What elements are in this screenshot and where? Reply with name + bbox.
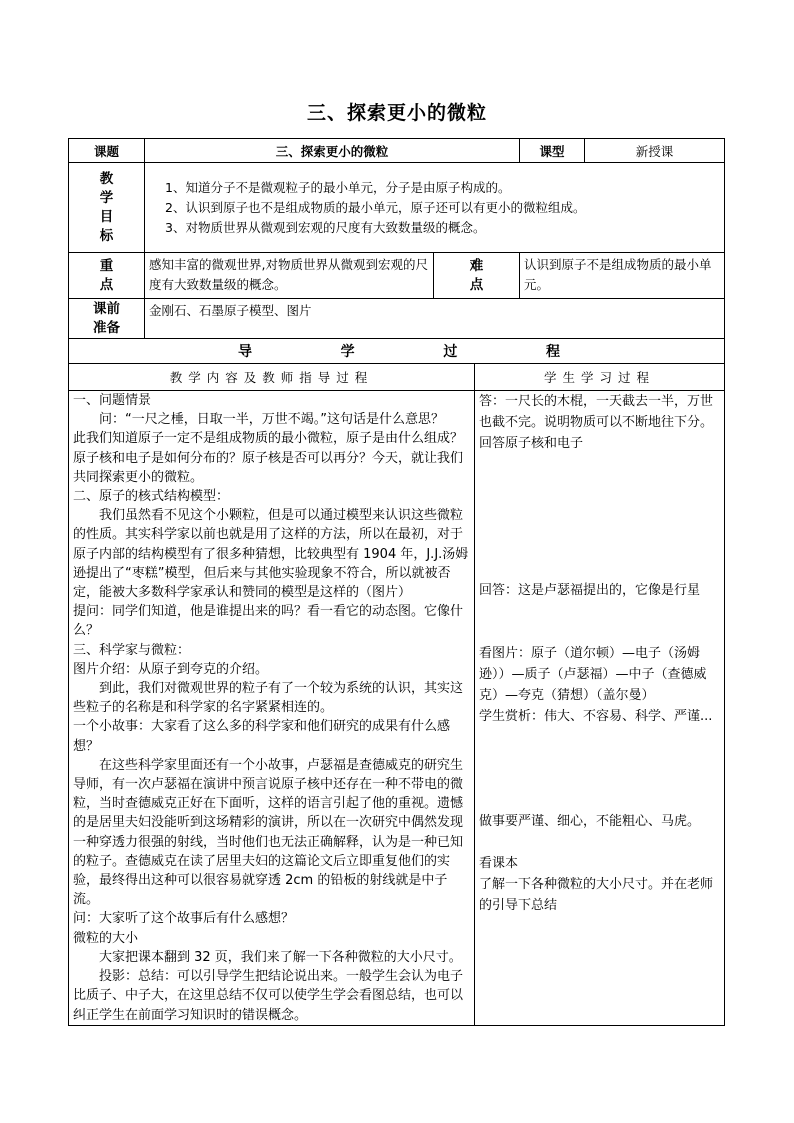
type-value: 新授课 (585, 139, 725, 163)
difficulty-label: 难 点 (434, 253, 520, 299)
paragraph: 问：大家听了这个故事后有什么感想？ (73, 911, 295, 927)
student-answer: 回答：这是卢瑟福提出的，它像是行星 (479, 583, 701, 598)
goals-list (145, 163, 725, 253)
topic-value: 三、探索更小的微粒 (145, 139, 520, 163)
paragraph: 大家把课本翻到 32 页，我们来了解一下各种微粒的大小尺寸。 (99, 949, 462, 965)
paragraph: 提问：同学们知道，他是谁提出来的吗？看一看它的动态图。它像什么？ (73, 604, 464, 639)
goal-item: 2、认识到原子也不是组成物质的最小单元，原子还可以有更小的微粒组成。 (165, 199, 586, 215)
paragraph: 一个小故事：大家看了这么多的科学家和他们研究的成果有什么感想？ (73, 719, 451, 754)
section-heading: 一、问题情景 (73, 393, 152, 408)
student-process (475, 391, 725, 1026)
section-heading: 微粒的大小 (73, 930, 139, 946)
prep-label: 课前 准备 (69, 299, 145, 339)
student-answer: 答：一尺长的木棍，一天截去一半，万世也截不完。说明物质可以不断地往下分。 (479, 394, 714, 430)
paragraph: 图片介绍：从原子到夸克的介绍。 (73, 661, 269, 677)
student-column-header: 学生学习过程 (475, 364, 725, 391)
paragraph: 原子核和电子是如何分布的？原子核是否可以再分？今天，就让我们共同探索更小的微粒。 (73, 450, 464, 485)
student-answer: 学生赏析：伟大、不容易、科学、严谨... (479, 709, 713, 724)
paragraph: 在这些科学家里面还有一个小故事，卢瑟福是查德威克的研究生导师，有一次卢瑟福在演讲中预言说原子核中还存在一种不带电的微粒，当时查德威克正好在下面听，这样的语言引起了他的重视。遗憾的是居里夫妇没能听到这场精彩的演讲，所以在一次研究中偶然发现一种穿透力很强的射线，当时他们也无法正确解释，认为是一种已知的粒子。查德威克在读了居里夫妇的这篇论文后立即重复他们的实验，最终得出这种可以很容易就穿透 2cm 的铅板的射线就是中子流。 (73, 757, 464, 908)
paragraph: 我们虽然看不见这个小颗粒，但是可以通过模型来认识这些微粒的性质。其实科学家以前也就是用了这样的方法，所以在最初，对于原子内部的结构模型有了很多种猜想，比较典型有 1904 年，J.J.汤姆逊提出了“枣糕”模型，但后来与其他实验现象不符合，所以就被否定，能被大多数科学家承认和赞同的模型是这样的（图片） (73, 508, 469, 601)
prep-text: 金刚石、石墨原子模型、图片 (145, 299, 725, 339)
student-answer: 看图片：原子（道尔顿）—电子（汤姆逊））—质子（卢瑟福）—中子（查德威克）—夸克（猜想）（盖尔曼） (479, 646, 707, 703)
goals-label: 教 学 目 标 (69, 163, 145, 253)
key-point-label: 重 点 (69, 253, 145, 299)
teacher-process (69, 391, 475, 1026)
paragraph: 投影：总结：可以引导学生把结论说出来。一般学生会认为电子比质子、中子大，在这里总结不仅可以使学生学会看图总结，也可以纠正学生在前面学习知识时的错误概念。 (73, 969, 464, 1023)
teacher-column-header: 教学内容及教师指导过程 (69, 364, 475, 391)
key-point-text: 感知丰富的微观世界,对物质世界从微观到宏观的尺度有大致数量级的概念。 (145, 253, 434, 299)
student-answer: 看课本 (479, 856, 519, 871)
section-heading: 二、原子的核式结构模型： (73, 489, 230, 505)
difficulty-text: 认识到原子不是组成物质的最小单元。 (520, 253, 725, 299)
guide-process-header: 导 学 过 程 (69, 339, 725, 364)
document-title: 三、探索更小的微粒 (306, 102, 487, 124)
goal-item: 3、对物质世界从微观到宏观的尺度有大致数量级的概念。 (165, 219, 486, 235)
student-answer: 了解一下各种微粒的大小尺寸。并在老师的引导下总结 (479, 877, 714, 913)
section-heading: 三、科学家与微粒： (73, 642, 191, 658)
student-answer: 回答原子核和电子 (479, 436, 584, 451)
paragraph: 此我们知道原子一定不是组成物质的最小微粒，原子是由什么组成？ (73, 431, 464, 447)
goal-item: 1、知道分子不是微观粒子的最小单元，分子是由原子构成的。 (165, 179, 511, 195)
student-answer: 做事要严谨、细心，不能粗心、马虎。 (479, 814, 701, 829)
paragraph: 到此，我们对微观世界的粒子有了一个较为系统的认识，其实这些粒子的名称是和科学家的名字紧紧相连的。 (73, 681, 464, 716)
lesson-plan-table (68, 138, 725, 1026)
topic-label: 课题 (69, 139, 145, 163)
type-label: 课型 (520, 139, 585, 163)
paragraph: 问：“一尺之棰，日取一半，万世不竭。”这句话是什么意思？ (99, 412, 444, 428)
